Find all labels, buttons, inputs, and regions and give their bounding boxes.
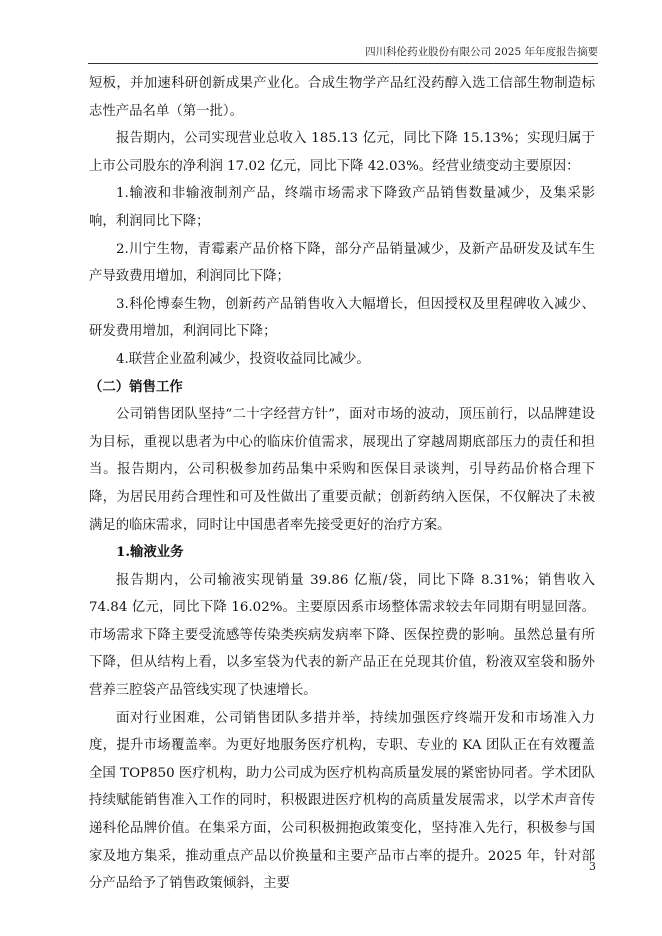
paragraph: 短板，并加速科研创新成果产业化。合成生物学产品红没药醇入选工信部生物制造标志性产品名单（第一批）。 <box>89 76 595 119</box>
page-number: 3 <box>589 860 596 873</box>
paragraph: 报告期内，公司实现营业总收入 185.13 亿元，同比下降 15.13%；实现归属于上市公司股东的净利润 17.02 亿元，同比下降 42.03%。经营业绩变动主要原因： <box>89 131 595 174</box>
list-item: 2.川宁生物，青霉素产品价格下降，部分产品销量减少，及新产品研发及试车生产导致费用增加，利润同比下降； <box>89 241 595 285</box>
page-header: 四川科伦药业股份有限公司 2025 年年度报告摘要 <box>88 44 598 64</box>
subsection-heading: 1.输液业务 <box>116 544 184 561</box>
list-item: 1.输液和非输液制剂产品，终端市场需求下降致产品销售数量减少，及集采影响，利润同比下降； <box>89 186 595 229</box>
paragraph: 报告期内，公司输液实现销量 39.86 亿瓶/袋，同比下降 8.31%；销售收入 74.84 亿元，同比下降 16.02%。主要原因系市场整体需求较去年同期有明显回落。市场需求下降主要受流感等传染类疾病发病率下降、医保控费的影响。虽然总量有所下降，但从结构上看，以多室袋为代表的新产品正在兑现其价值，粉液双室袋和肠外营养三腔袋产品管线实现了快速增长。 <box>89 572 595 699</box>
paragraph: 公司销售团队坚持“二十字经营方针”，面对市场的波动，顶压前行，以品牌建设为目标，重视以患者为中心的临床价值需求，展现出了穿越周期底部压力的责任和担当。报告期内，公司积极参加药品集中采购和医保目录谈判，引导药品价格合理下降，为居民用药合理性和可及性做出了重要贡献；创新药纳入医保，不仅解决了未被满足的临床需求，同时让中国患者率先接受更好的治疗方案。 <box>89 407 595 533</box>
paragraph: 面对行业困难，公司销售团队多措并举，持续加强医疗终端开发和市场准入力度，提升市场覆盖率。为更好地服务医疗机构，专职、专业的 KA 团队正在有效覆盖全国 TOP850 医疗机构，助力公司成为医疗机构高质量发展的紧密协同者。学术团队持续赋能销售准入工作的同时，积极跟进医疗机构的高质量发展需求，以学术声音传递科伦品牌价值。在集采方面，公司积极拥抱政策变化，坚持准入先行，积极参与国家及地方集采，推动重点产品以价换量和主要产品市占率的提升。2025 年，针对部分产品给予了销售政策倾斜，主要 <box>89 710 595 892</box>
section-heading: （二）销售工作 <box>89 378 183 395</box>
report-body <box>89 70 595 898</box>
list-item: 4.联营企业盈利减少，投资收益同比减少。 <box>116 351 370 367</box>
list-item: 3.科伦博泰生物，创新药产品销售收入大幅增长，但因授权及里程碑收入减少、研发费用增加，利润同比下降； <box>89 296 595 340</box>
